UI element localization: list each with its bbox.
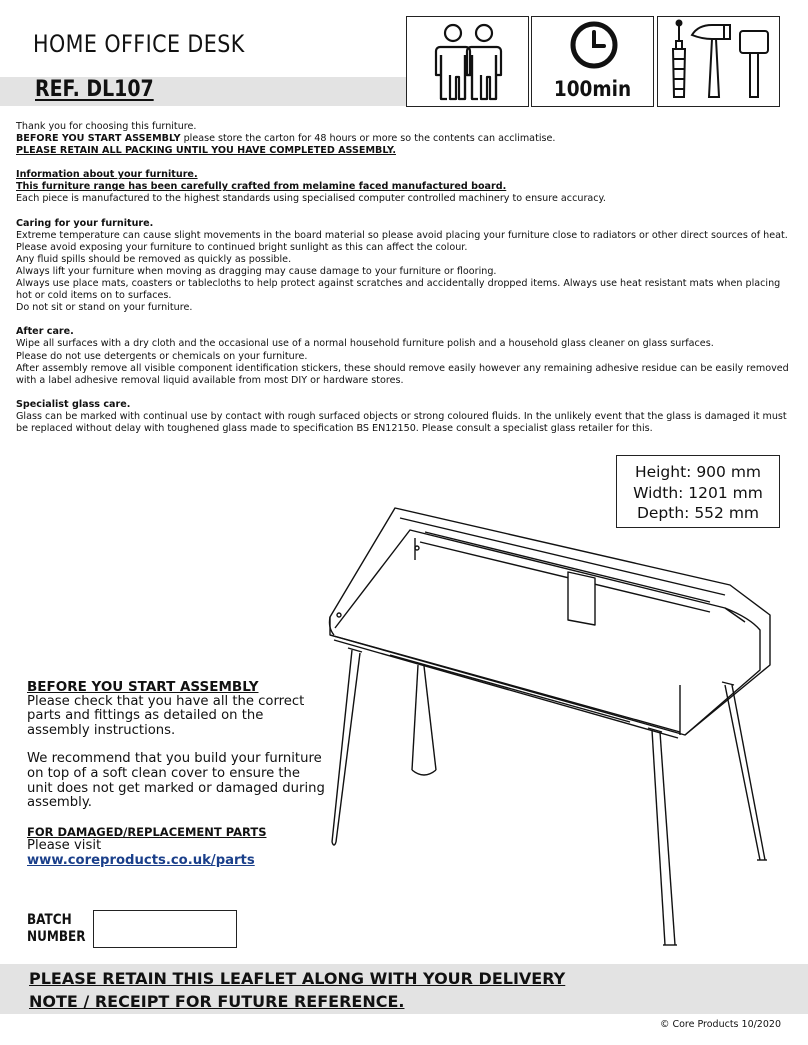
info-text: Each piece is manufactured to the highest standards using specialised computer controlled machinery to ensure accuracy. — [16, 193, 606, 205]
page-title: HOME OFFICE DESK — [33, 30, 245, 58]
intro-retain-packing: PLEASE RETAIN ALL PACKING UNTIL YOU HAVE COMPLETED ASSEMBLY. — [16, 145, 396, 157]
assembly-para-check-parts: Please check that you have all the correct parts and fittings as detailed on the assembly instructions. — [27, 693, 305, 738]
intro-acclimatise: BEFORE YOU START ASSEMBLY please store the carton for 48 hours or more so the contents can acclimatise. — [16, 133, 556, 145]
aftercare-line: Wipe all surfaces with a dry cloth and the occasional use of a normal household furniture polish and a household glass cleaner on glass surfaces. — [16, 338, 714, 350]
assembly-time-box — [531, 16, 654, 107]
parts-visit-label: Please visit — [27, 838, 102, 854]
aftercare-heading: After care. — [16, 326, 74, 338]
glass-text: Glass can be marked with continual use by contact with rough surfaced objects or strong coloured fluids. In the unlikely event that the glass is damaged it must be replaced without delay with toughened glass made to specification BS EN12150. Please consult a specialist glass retailer for this. — [16, 410, 787, 434]
dimension-depth: Depth: 552 mm — [636, 504, 760, 522]
caring-line: Please avoid exposing your furniture to continued bright sunlight as this can affect the colour. — [16, 241, 468, 253]
dimension-height: Height: 900 mm — [634, 463, 762, 481]
assembly-para-soft-cover: We recommend that you build your furniture on top of a soft clean cover to ensure the unit does not get marked or damaged during assembly. — [27, 751, 325, 811]
glass-heading: Specialist glass care. — [16, 398, 131, 410]
info-subheading: This furniture range has been carefully crafted from melamine faced manufactured board. — [16, 181, 507, 193]
two-person-assembly-box — [406, 16, 529, 107]
assembly-notes — [27, 680, 327, 869]
aftercare-line: Please do not use detergents or chemicals on your furniture. — [16, 350, 308, 362]
parts-heading: FOR DAMAGED/REPLACEMENT PARTS — [27, 824, 267, 839]
intro-thanks: Thank you for choosing this furniture. — [16, 121, 197, 132]
assembly-heading: BEFORE YOU START ASSEMBLY — [27, 679, 259, 695]
batch-number-label: BATCH NUMBER — [27, 912, 86, 945]
aftercare-line: After assembly remove all visible component identification stickers, these should remove easily however any remaining adhesive residue can be easily removed with a label adhesive removal liquid available from most DIY or hardware stores. — [16, 362, 789, 386]
caring-line: Any fluid spills should be removed as quickly as possible. — [16, 253, 292, 265]
caring-line: Always lift your furniture when moving as dragging may cause damage to your furniture or flooring. — [16, 265, 497, 277]
caring-line: Do not sit or stand on your furniture. — [16, 302, 193, 314]
copyright: © Core Products 10/2020 — [659, 1019, 781, 1030]
info-heading: Information about your furniture. — [16, 169, 198, 181]
desk-illustration — [320, 490, 780, 960]
tools-icon — [658, 17, 781, 108]
caring-line: Always use place mats, coasters or tablecloths to help protect against scratches and accidentally dropped items. Always use heat resistant mats when placing hot or cold items on to surfaces. — [16, 278, 781, 302]
assembly-time: 100min — [553, 77, 632, 101]
footer-notice: PLEASE RETAIN THIS LEAFLET ALONG WITH YOUR DELIVERY NOTE / RECEIPT FOR FUTURE REFERENCE. — [29, 969, 566, 1011]
clock-icon — [532, 17, 655, 77]
product-ref: REF. DL107 — [35, 77, 154, 102]
two-people-icon — [407, 17, 530, 108]
replacement-parts-link[interactable]: www.coreproducts.co.uk/parts — [27, 852, 255, 868]
caring-line: Extreme temperature can cause slight movements in the board material so please avoid placing your furniture close to radiators or other direct sources of heat. — [16, 229, 788, 241]
batch-number-field[interactable] — [93, 910, 237, 948]
tools-required-box — [657, 16, 780, 107]
care-instructions — [16, 121, 796, 435]
caring-heading: Caring for your furniture. — [16, 217, 154, 229]
dimension-width: Width: 1201 mm — [633, 483, 763, 502]
